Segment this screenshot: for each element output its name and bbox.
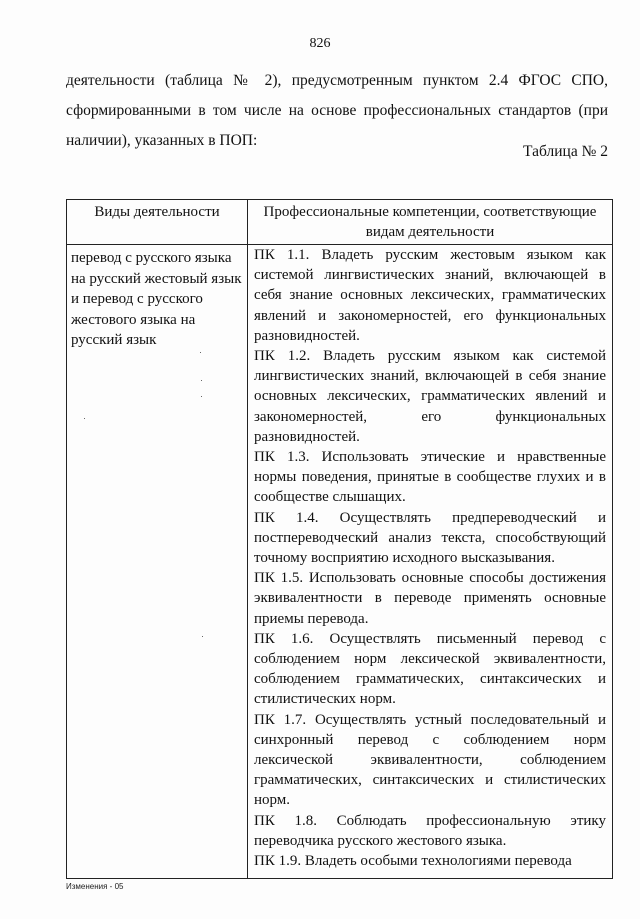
competency-pk-1-7: ПК 1.7. Осуществлять устный последовательный и синхронный перевод с соблюдением норм лексической эквивалентности, соблюдением грамматических, синтаксических и стилистических норм.: [254, 711, 606, 809]
table-caption: Таблица № 2: [523, 143, 608, 160]
scan-speck: [84, 418, 85, 419]
competency-pk-1-6: ПК 1.6. Осуществлять письменный перевод с соблюдением норм лексической эквивалентности, соблюдением грамматических, синтаксических и стилистических норм.: [254, 630, 606, 708]
intro-paragraph: деятельности (таблица № 2), предусмотренным пунктом 2.4 ФГОС СПО, сформированными в том числе на основе профессиональных стандартов (при наличии), указанных в ПОП:: [66, 72, 608, 149]
footer-note: Изменения - 05: [66, 882, 124, 891]
scan-speck: [201, 396, 202, 397]
competency-pk-1-4: ПК 1.4. Осуществлять предпереводческий и постпереводческий анализ текста, способствующий точному восприятию исходного высказывания.: [254, 509, 606, 567]
activity-cell: перевод с русского языка на русский жестовый язык и перевод с русского жестового языка на русский язык: [67, 245, 248, 879]
competency-pk-1-3: ПК 1.3. Использовать этические и нравственные нормы поведения, принятые в сообществе глухих и в сообществе слышащих.: [254, 449, 606, 506]
scan-speck: [200, 352, 201, 353]
scan-speck: [201, 380, 202, 381]
page-number: 826: [309, 36, 331, 51]
competencies-cell: [248, 245, 613, 879]
table-header-row: [67, 200, 613, 245]
header-activity-types: Виды деятельности: [67, 200, 248, 245]
competencies-table: [66, 199, 613, 879]
competency-pk-1-5: ПК 1.5. Использовать основные способы достижения эквивалентности в переводе применять основные приемы перевода.: [254, 570, 606, 627]
header-competencies: Профессиональные компетенции, соответствующие видам деятельности: [248, 200, 613, 245]
competency-pk-1-1: ПК 1.1. Владеть русским жестовым языком как системой лингвистических знаний, включающей в себя знание основных лексических, грамматических явлений и закономерностей, его функциональных разновидностей.: [254, 247, 606, 344]
competency-pk-1-2: ПК 1.2. Владеть русским языком как системой лингвистических знаний, включающей в себя знание основных лексических, грамматических явлений и закономерностей, его функциональных разновидностей.: [254, 348, 606, 445]
competency-pk-1-9: ПК 1.9. Владеть особыми технологиями перевода: [254, 853, 572, 870]
competency-pk-1-8: ПК 1.8. Соблюдать профессиональную этику переводчика русского жестового языка.: [254, 812, 606, 849]
table-row: [67, 245, 613, 879]
scan-speck: [202, 636, 203, 637]
